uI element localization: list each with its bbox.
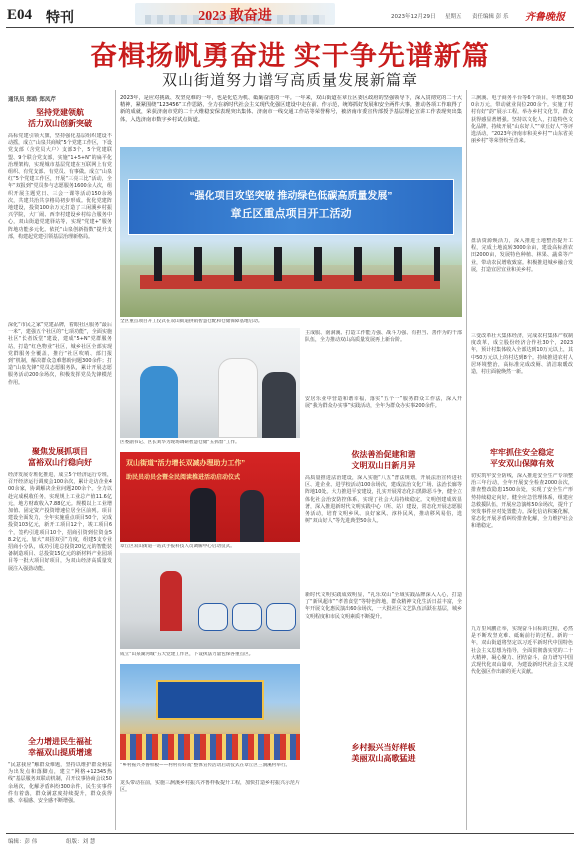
section-heading: 牢牢抓住安全稳定: [490, 448, 554, 457]
banner-line: 助民员动员会暨全民阅读推进活动启动仪式: [126, 475, 241, 481]
backdrop-slogan: “强化项目攻坚突破 推动绿色低碳高质量发展”: [189, 191, 393, 202]
footer-rule: [6, 833, 574, 834]
issue-weekday: 星期五: [445, 14, 462, 20]
people-row: [140, 247, 440, 281]
article-paragraph: 龙头带动在前，实施三涧溪乡村振兴齐鲁样板提升工程，加快打造乡村振兴示范片区。: [120, 780, 300, 794]
section-subheading: 文明双山日新月异: [351, 461, 416, 470]
meeting-photo: [120, 328, 300, 438]
paper-logo: 齐鲁晚报: [525, 12, 565, 23]
article-paragraph: 新时代文明实践成效明显，“礼乐双山”全域实践品牌深入人心，打造了“新风超市”“孝善食堂”等特色阵地，群众精神文化生活日益丰富，全年开展文化惠民演出60余场次，一大批社区文艺队伍活跃在基层，城乡文明程度和市民文明素质不断提升。: [305, 592, 462, 620]
banner-line: 双山街道“活力增长双减办理助力工作”: [126, 460, 245, 467]
crowd: [120, 734, 300, 760]
header-rule: [6, 27, 574, 28]
person-dark: [240, 490, 264, 542]
main-headline: 奋楫扬帆勇奋进 实干争先谱新篇: [90, 41, 490, 71]
article-paragraph: 深化“市民之家”党建品牌，着眼社区服务“最后一米”，建强五个社区的“七项功能”，全面实施社区“长者饭堂”建设，建成“5+N”党群服务站，打造“红色物业”社区，城乡社区全部实现党群服务全覆盖，推行“社区吹哨、部门报到”机制，解决群众急难愁盼问题300余件；打造“山泉先锋”党员志愿服务队，累计开展志愿服务活动200余场次，积极发挥党员先锋模范作用。: [8, 322, 112, 386]
village-show-photo: [120, 664, 300, 760]
article-paragraph: “民意我应”解群众难题，坚持以维护群众利益为出发点和落脚点，建立“网格+12345热线”基层服务双联动机制，召开议事协商会议50余场次，化解矛盾纠纷300余件，民生实事件件有着落，群众满意度持续提升，群众获得感、幸福感、安全感不断增强。: [8, 762, 112, 805]
photo-caption: “乡村振兴齐鲁样板——村村有好戏”整体宣传活动启动仪式在章丘区三涧溪村举行。: [120, 763, 291, 768]
banner-year-text: 2023 敢奋进: [198, 9, 272, 24]
article-paragraph: 三涧溪、电子商务平台等6个项目，年增收300余万元，带动就业岗位200余个。实施了村村有好“韵”展示工程，举办乡村文化节，群众获得感显著增强。坚持以文化人，打造特色文化品牌，持续开展“山东好人”“章丘好人”等评选活动，“2023年济南市和美乡村”“山东省美丽乡村”等荣誉纷至沓来。: [471, 95, 573, 145]
article-paragraph: 安居乐业中营造和谐幸福，落实“五个一”服务群众工作法，深入开展“我为群众办实事”实践活动，全年为群众办实事200余件。: [305, 396, 462, 410]
article-paragraph: 三变改革壮大集体经济，完成农村集体产权制度改革，成立股份经济合作社30个，2023年，预计村集体收入全部达到10万元以上，其中50万元以上的村达到8个。持续推进农村人居环境整治，高标准完成改厕、清洁取暖改造，村庄面貌焕然一新。: [471, 333, 573, 376]
photo-caption: 章丘区双山街道一站式手报科技人员调解中心启动仪式。: [120, 544, 235, 549]
stage-frame: [156, 680, 264, 720]
section-heading: 聚焦发展抓项目: [32, 447, 88, 456]
section-subheading: 幸福双山提质增速: [28, 748, 92, 757]
officer: [160, 571, 182, 631]
main-photo: [120, 147, 462, 317]
photo-caption: 成立“山泉湖河城”五大党建工作区，下设执法力量包保各重点区。: [120, 652, 254, 657]
motorcycle: [198, 603, 228, 631]
person-dark-shirt: [262, 372, 296, 438]
header-editor: 责任编辑 彭 乐: [472, 14, 509, 20]
ceremony-photo: [120, 452, 300, 542]
sub-headline: 双山街道努力谱写高质量发展新篇章: [161, 73, 418, 89]
section-label: 特刊: [46, 11, 74, 26]
person-dark: [190, 488, 216, 542]
section-subheading: 平安双山保障有效: [490, 459, 554, 468]
article-paragraph: 盘活资源焕活力，深入推进土地整治提升工程，完成土地流转3000余亩，建设高标准农田2000亩，发展特色种植、林果、蔬菜等产业，带动农民增收致富。积极推进城乡融合发展，打造宜居宜业和美乡村。: [471, 238, 573, 273]
person-white-shirt: [218, 358, 258, 438]
person-blue-vest: [140, 366, 178, 438]
article-paragraph: 九万里风鹏正举，实现奋斗目标的过程，必然是不断攻坚克难、砥砺前行的过程。新的一年，双山街道将坚定以习近平新时代中国特色社会主义思想为指导，全面贯彻落实党的二十大精神，凝心聚力、团结奋斗，奋力谱写中国式现代化双山篇章，为建设新时代社会主义现代化强区作出新的更大贡献。: [471, 626, 573, 676]
footer-proof: 组版：刘 慧: [66, 839, 96, 845]
column-rule: [115, 90, 116, 830]
article-paragraph: 高标党建引领大旗，坚持强化基层组织建设不动摇，成立“山泉共商城”5个党建工作区，下设党支部（含党员大户）支部3个，5个党建联盟、9个联合党支部，实施“1+5+N”的扁平化治理架构，实现城市基层党建在互联网上有党组织、有党支部、有党员、有事做。成立“山泉红”5个党建工作区，开展“三亮三比”活动，全年“双报到”党员参与志愿服务1600余人次，组织开展主题党日、三会一课等活动150余场次，共建共治共享格局初步形成。优化党建阵地建设，投资100余万元打造了三闲溪乡村振兴学院，大厂闹、西李村建设乡村综合服务中心，双山街道党建驿站等，实现“党建+”服务阵地功能多元化。依托“山泉创新指数”提升支部，构建起党建引领基层治理新格局。: [8, 133, 112, 240]
patrol-photo: [120, 553, 300, 649]
section-heading: 依法善治促建和谐: [351, 450, 416, 459]
issue-date: 2023年12月29日: [391, 14, 436, 20]
motorcycle: [266, 603, 296, 631]
section-heading: 坚持党建领航: [36, 108, 84, 117]
section-heading: 乡村振兴当好样板: [351, 743, 416, 752]
byline: 通讯员 郑皓 郑凤芹: [8, 97, 56, 103]
column-rule: [466, 90, 467, 830]
article-paragraph: 经济发展专班化推进，成立5个经济运行专班，召开经济运行调度会100余次，累计走访企业400余家，协调解决企业问题200余个。全力以赴完成税收任务，实现规上工业总产值11.6亿元，地方财政收入7.88亿元。规模以上工业增加值、固定资产投资增速位居全区前列。项目建设全面发力，全年实施重点项目50个，完成投资103亿元，新开工项目12个，竣工项目6个，签约引进项目10个，招商引资到位资金58.2亿元。加大“双招双引”力度，组建5支专业招商小分队，成功引进总投资20亿元的智能装备制造项目、总投资15亿元的新材料产业园项目等一批大项目好项目，为双山经济高质量发展注入强劲动能。: [8, 472, 112, 572]
article-paragraph: 切实筑牢安全防线，深入推进安全生产专项整治三年行动，全年开展安全检查2000余次，排查整改隐患1500余处，实现了安全生产形势持续稳定向好。健全应急管理体系，组建应急救援队伍，开展应急演练50余场次，提升了突发事件应对处置能力。深化信访积案化解，常态化开展矛盾纠纷排查化解，全力维护社会和谐稳定。: [471, 473, 573, 530]
photo-caption: 全区重点项目开工仪式在双山街道供销智慧仓配和仓储保障基地启动。: [120, 319, 263, 324]
section-subheading: 活力双山创新突破: [28, 119, 92, 128]
motorcycle: [232, 603, 262, 631]
backdrop-title: 章丘区重点项目开工活动: [230, 208, 352, 220]
section-subheading: 富裕双山行稳向好: [28, 458, 92, 467]
page-number: E04: [7, 7, 33, 23]
section-subheading: 美丽双山高歌猛进: [351, 754, 416, 763]
article-paragraph: 主成服、南洞溪、打造工作能力强、战斗力强、有担当、善作为的干部队伍，全力推动双山高质量发展再上新台阶。: [305, 330, 462, 344]
section-heading: 全力增进民生福祉: [28, 737, 92, 746]
photo-caption: 区委副书记、区长刘华为现场调研智慧仓储“五抓督”工作。: [120, 440, 240, 445]
article-paragraph: 高质量推进法治建设，深入实施“八五”普法规划，开展法治宣传进社区、进企业、进学校活动100余场次，建成法治文化广场、法治长廊等阵地10处。大力推进平安建设，扎实开展常态化扫黑除恶斗争，健全立体化社会治安防控体系，实现了社会大局持续稳定。文明创建成效显著，深入推进新时代文明实践中心（所、站）建设，常态化开展志愿服务活动，培育文明乡风、良好家风、淳朴民风，推动移风易俗，选树“双山好人”等先进典型50余人。: [305, 475, 462, 525]
header-banner: [135, 3, 335, 25]
footer-editor: 编辑：彭 伟: [8, 839, 38, 845]
intro-paragraph: 2023年，是应对挑战、攻坚克难的一年，也是化危为机、砥砺奋进的一年。一年来，双山街道在章丘区委区政府的坚强领导下，深入贯彻党的二十大精神，紧紧围绕“123456”工作思路，全力在新时代社会主义现代化强区建设中走在前、作示范，统筹抓好发展和安全两件大事，推动各项工作取得了新的成就，荣获济南市党的二十大维稳安保表现突出集体、济南市一线交通工作站等荣誉称号，被济南市委宣传部授予基层理论宣讲工作表现突出集体，入选济南市数字乡村试点街道。: [120, 95, 462, 123]
